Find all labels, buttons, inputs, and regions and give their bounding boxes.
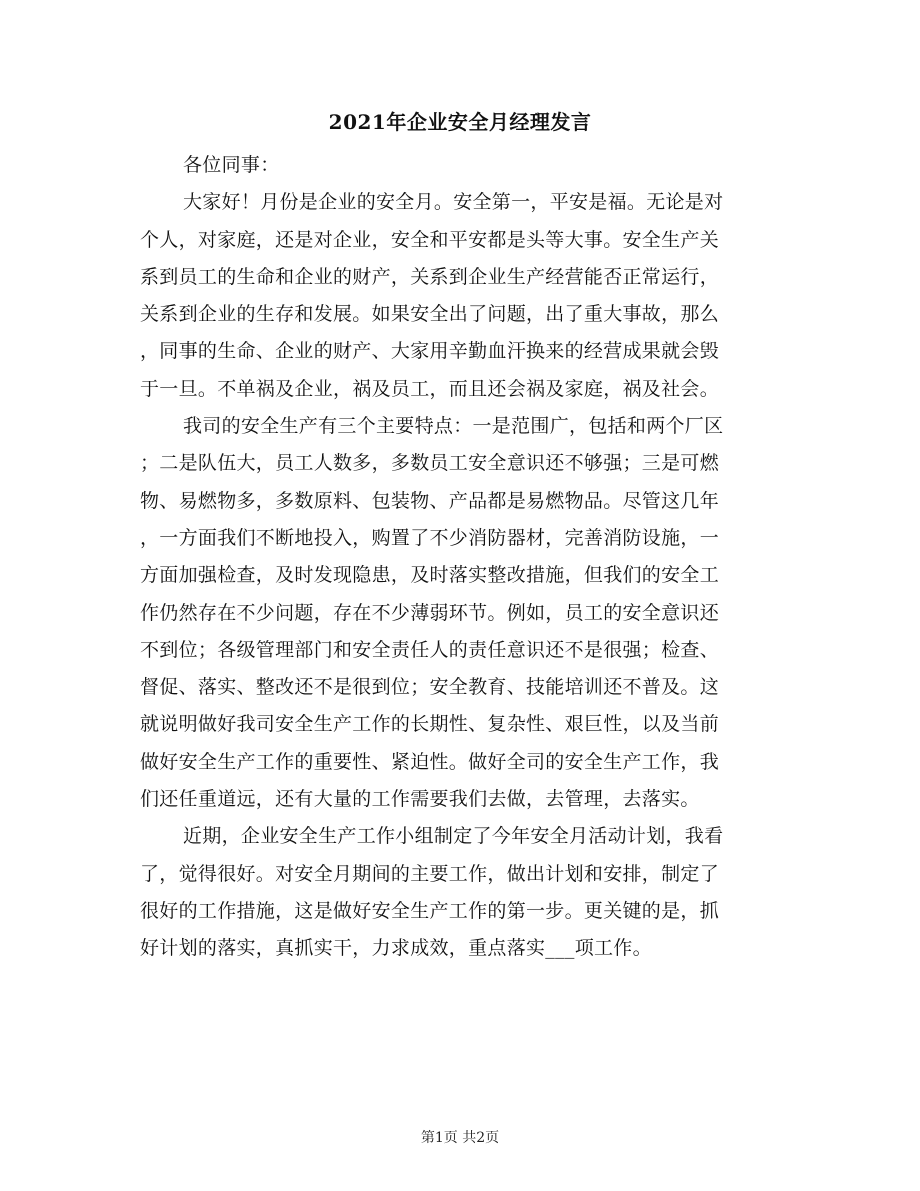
paragraph-line: 作仍然存在不少问题，存在不少薄弱环节。例如，员工的安全意识还 bbox=[140, 601, 720, 624]
paragraph-line: ，同事的生命、企业的财产、大家用辛勤血汗换来的经营成果就会毁 bbox=[140, 340, 720, 363]
paragraph-line: 做好安全生产工作的重要性、紧迫性。做好全司的安全生产工作，我 bbox=[140, 750, 720, 773]
paragraph-line: 很好的工作措施，这是做好安全生产工作的第一步。更关键的是，抓 bbox=[140, 899, 720, 922]
paragraph-line: 了，觉得很好。对安全月期间的主要工作，做出计划和安排，制定了 bbox=[140, 862, 720, 885]
paragraph-line: 近期，企业安全生产工作小组制定了今年安全月活动计划，我看 bbox=[183, 825, 724, 848]
paragraph-line: 个人，对家庭，还是对企业，安全和平安都是头等大事。安全生产关 bbox=[140, 228, 720, 251]
page-footer: 第1页 共2页 bbox=[420, 1130, 500, 1146]
paragraph-line: 不到位；各级管理部门和安全责任人的责任意识还不是很强；检查、 bbox=[140, 638, 720, 661]
paragraph-1 bbox=[140, 184, 780, 408]
paragraph-line: ；二是队伍大，员工人数多，多数员工安全意识还不够强；三是可燃 bbox=[140, 452, 720, 475]
paragraph-line: 督促、落实、整改还不是很到位；安全教育、技能培训还不普及。这 bbox=[140, 676, 720, 699]
paragraph-line: ，一方面我们不断地投入，购置了不少消防器材，完善消防设施，一 bbox=[140, 526, 720, 549]
paragraph-line: 大家好！月份是企业的安全月。安全第一，平安是福。无论是对 bbox=[183, 191, 724, 214]
paragraph-line: 物、易燃物多，多数原料、包装物、产品都是易燃物品。尽管这几年 bbox=[140, 489, 720, 512]
paragraph-line: 就说明做好我司安全生产工作的长期性、复杂性、艰巨性，以及当前 bbox=[140, 713, 720, 736]
document-body bbox=[140, 147, 780, 968]
paragraph-3 bbox=[140, 818, 780, 967]
document-title: 2021年企业安全月经理发言 bbox=[328, 110, 592, 134]
paragraph-line: 好计划的落实，真抓实干，力求成效，重点落实___项工作。 bbox=[140, 937, 652, 960]
paragraph-line: 于一旦。不单祸及企业，祸及员工，而且还会祸及家庭，祸及社会。 bbox=[140, 377, 720, 400]
salutation: 各位同事： bbox=[183, 154, 280, 176]
paragraph-2 bbox=[140, 408, 780, 818]
paragraph-line: 我司的安全生产有三个主要特点：一是范围广，包括和两个厂区 bbox=[183, 415, 724, 438]
paragraph-line: 们还任重道远，还有大量的工作需要我们去做，去管理，去落实。 bbox=[140, 788, 700, 811]
paragraph-line: 系到员工的生命和企业的财产，关系到企业生产经营能否正常运行， bbox=[140, 265, 720, 288]
paragraph-line: 关系到企业的生存和发展。如果安全出了问题，出了重大事故，那么 bbox=[140, 303, 720, 326]
paragraph-line: 方面加强检查，及时发现隐患，及时落实整改措施，但我们的安全工 bbox=[140, 564, 720, 587]
